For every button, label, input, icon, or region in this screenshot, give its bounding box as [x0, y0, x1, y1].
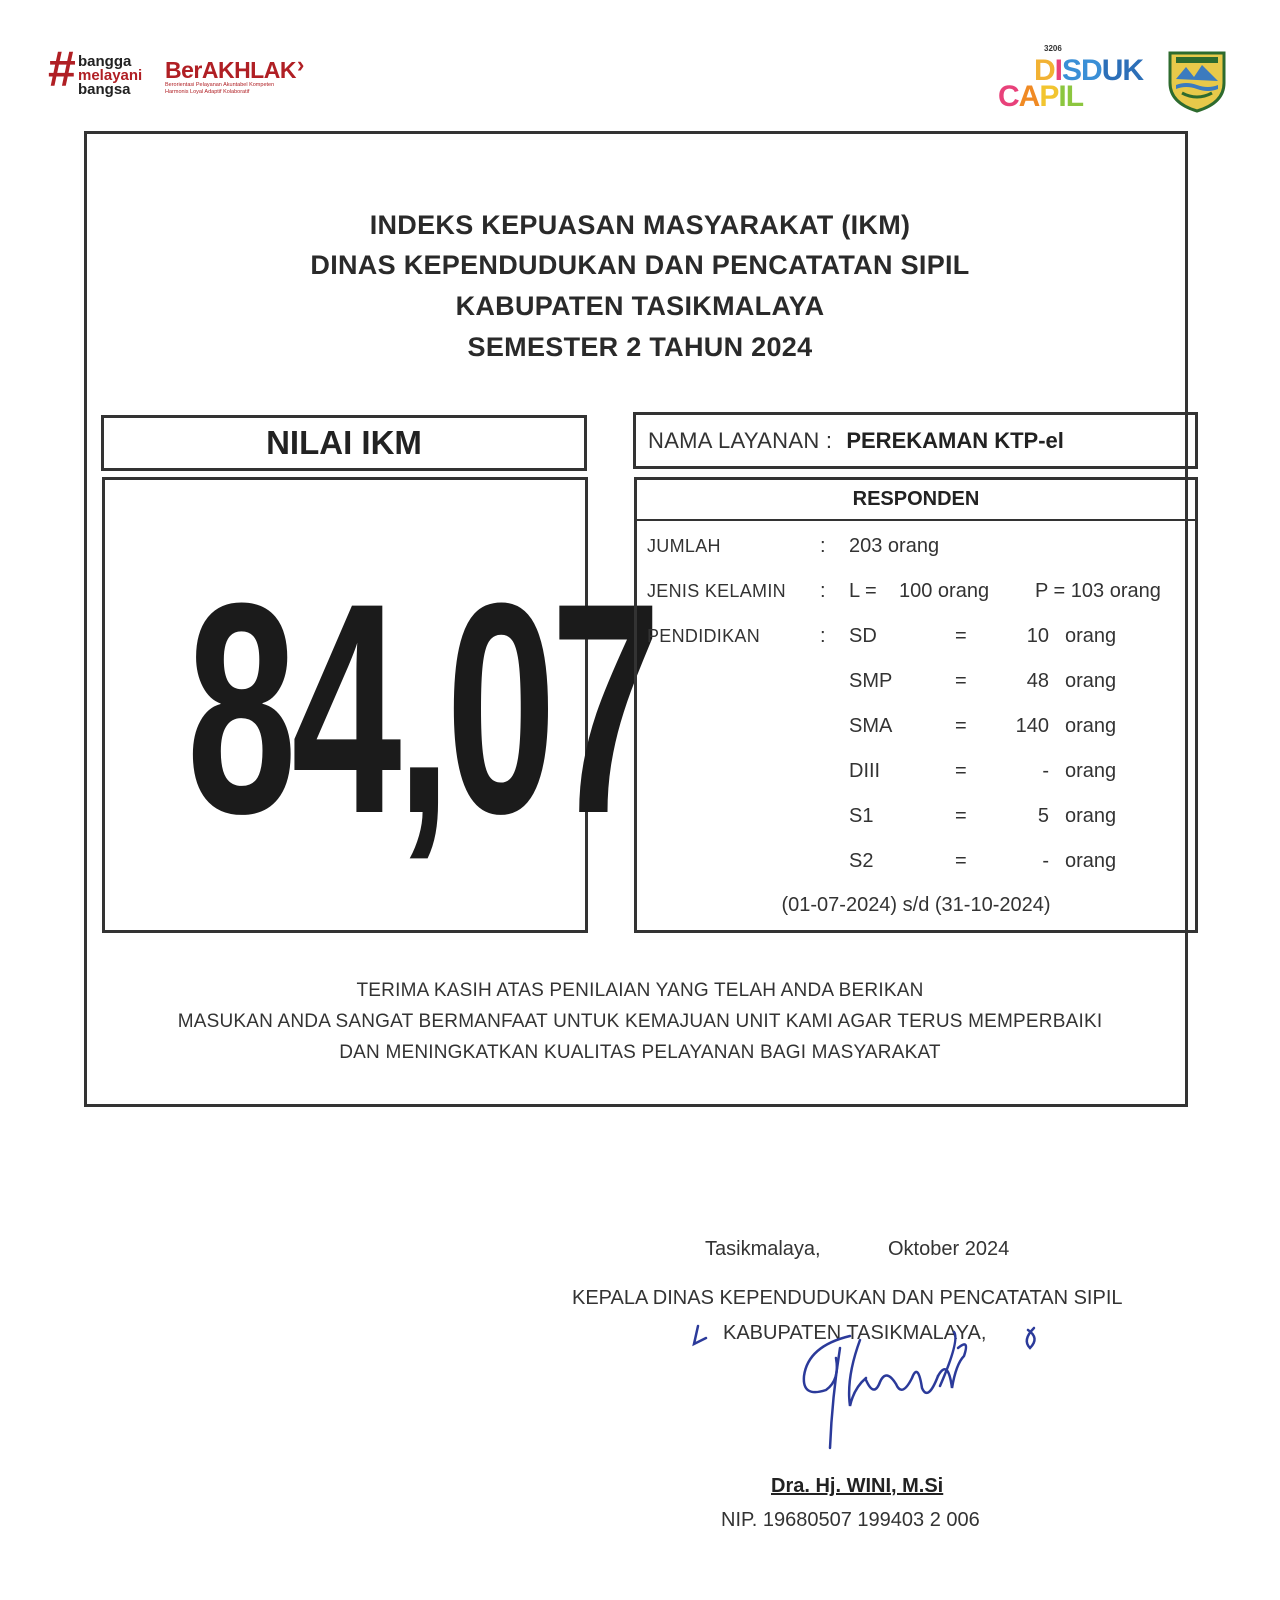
jenis-kelamin-label: JENIS KELAMIN: [647, 581, 786, 601]
thanks-line-1: TERIMA KASIH ATAS PENILAIAN YANG TELAH ANDA BERIKAN: [356, 980, 924, 1001]
edu-level: SMA: [849, 715, 893, 737]
edu-unit: orang: [1065, 805, 1117, 827]
nilai-ikm-label: NILAI IKM: [101, 415, 587, 471]
edu-eq: =: [955, 670, 967, 692]
responden-box: [634, 477, 1198, 933]
berakhlak-sub-2: Harmonis Loyal Adaptif Kolaboratif: [165, 89, 250, 95]
hashtag-icon: #: [48, 41, 76, 97]
bmb-line-3: bangsa: [78, 81, 131, 98]
jumlah-label: JUMLAH: [647, 536, 721, 556]
bmb-line-1: bangga: [78, 53, 132, 70]
pendidikan-sep: :: [820, 625, 826, 647]
jumlah-sep: :: [820, 535, 826, 557]
edu-unit: orang: [1065, 670, 1117, 692]
edu-count: -: [1042, 760, 1049, 782]
nama-layanan-box: [633, 412, 1198, 469]
nama-layanan-value: PEREKAMAN KTP-el: [846, 427, 1064, 453]
berakhlak-wordmark: BerAKHLAK: [165, 57, 296, 83]
male-label: L =: [849, 580, 877, 602]
signature-office-2: KABUPATEN TASIKMALAYA,: [723, 1322, 987, 1344]
title-line-4: SEMESTER 2 TAHUN 2024: [467, 332, 813, 362]
kabupaten-tasikmalaya-seal-icon: [1164, 49, 1230, 113]
edu-unit: orang: [1065, 760, 1117, 782]
berakhlak-sub-1: Berorientasi Pelayanan Akuntabel Kompeten: [165, 82, 275, 88]
edu-unit: orang: [1065, 850, 1117, 872]
edu-level: S2: [849, 850, 874, 872]
female-value: P = 103 orang: [1035, 580, 1161, 602]
edu-count: 48: [1026, 670, 1049, 692]
thanks-line-2: MASUKAN ANDA SANGAT BERMANFAAT UNTUK KEMAJUAN UNIT KAMI AGAR TERUS MEMPERBAIKI: [177, 1011, 1103, 1032]
bangga-melayani-bangsa-logo: [48, 41, 158, 108]
edu-level: SD: [849, 625, 877, 647]
edu-eq: =: [955, 805, 967, 827]
disduk-code: 3206: [1044, 44, 1062, 53]
edu-eq: =: [955, 715, 967, 737]
edu-level: S1: [849, 805, 874, 827]
capil-word: CAPIL: [998, 80, 1084, 113]
nilai-ikm-box: [102, 477, 656, 933]
signature-month: Oktober 2024: [888, 1238, 1010, 1260]
edu-count: -: [1042, 850, 1049, 872]
bmb-line-2: melayani: [78, 67, 143, 84]
berakhlak-logo: [165, 52, 315, 108]
pendidikan-label: PENDIDIKAN: [647, 626, 761, 646]
edu-count: 5: [1037, 805, 1049, 827]
chevron-right-icon: ›: [297, 52, 305, 77]
edu-count: 10: [1026, 625, 1049, 647]
jenis-kelamin-sep: :: [820, 580, 826, 602]
thanks-line-3: DAN MENINGKATKAN KUALITAS PELAYANAN BAGI MASYARAKAT: [339, 1042, 941, 1063]
signature-place: Tasikmalaya,: [705, 1238, 821, 1260]
edu-count: 140: [1015, 715, 1049, 737]
disduk-capil-logo: [998, 42, 1144, 114]
survey-period: (01-07-2024) s/d (31-10-2024): [781, 894, 1051, 916]
title-line-3: KABUPATEN TASIKMALAYA: [455, 291, 825, 321]
responden-header: RESPONDEN: [637, 480, 1195, 521]
edu-eq: =: [955, 760, 967, 782]
disduk-word: DISDUK: [1034, 54, 1144, 87]
title-line-2: DINAS KEPENDUDUKAN DAN PENCATATAN SIPIL: [310, 250, 970, 280]
signature-office-1: KEPALA DINAS KEPENDUDUKAN DAN PENCATATAN SIPIL: [572, 1287, 1123, 1309]
male-value: 100 orang: [899, 580, 990, 602]
edu-level: SMP: [849, 670, 893, 692]
nama-layanan-label: NAMA LAYANAN :: [648, 427, 833, 453]
edu-level: DIII: [849, 760, 881, 782]
nilai-ikm-value: 84,07: [186, 540, 656, 876]
signatory-nip: NIP. 19680507 199403 2 006: [721, 1509, 980, 1531]
edu-unit: orang: [1065, 715, 1117, 737]
signatory-name: Dra. Hj. WINI, M.Si: [771, 1475, 944, 1497]
edu-eq: =: [955, 850, 967, 872]
edu-eq: =: [955, 625, 967, 647]
title-line-1: INDEKS KEPUASAN MASYARAKAT (IKM): [369, 210, 911, 240]
handwritten-signature-icon: [690, 1318, 1050, 1468]
edu-unit: orang: [1065, 625, 1117, 647]
jumlah-value: 203 orang: [849, 535, 940, 557]
